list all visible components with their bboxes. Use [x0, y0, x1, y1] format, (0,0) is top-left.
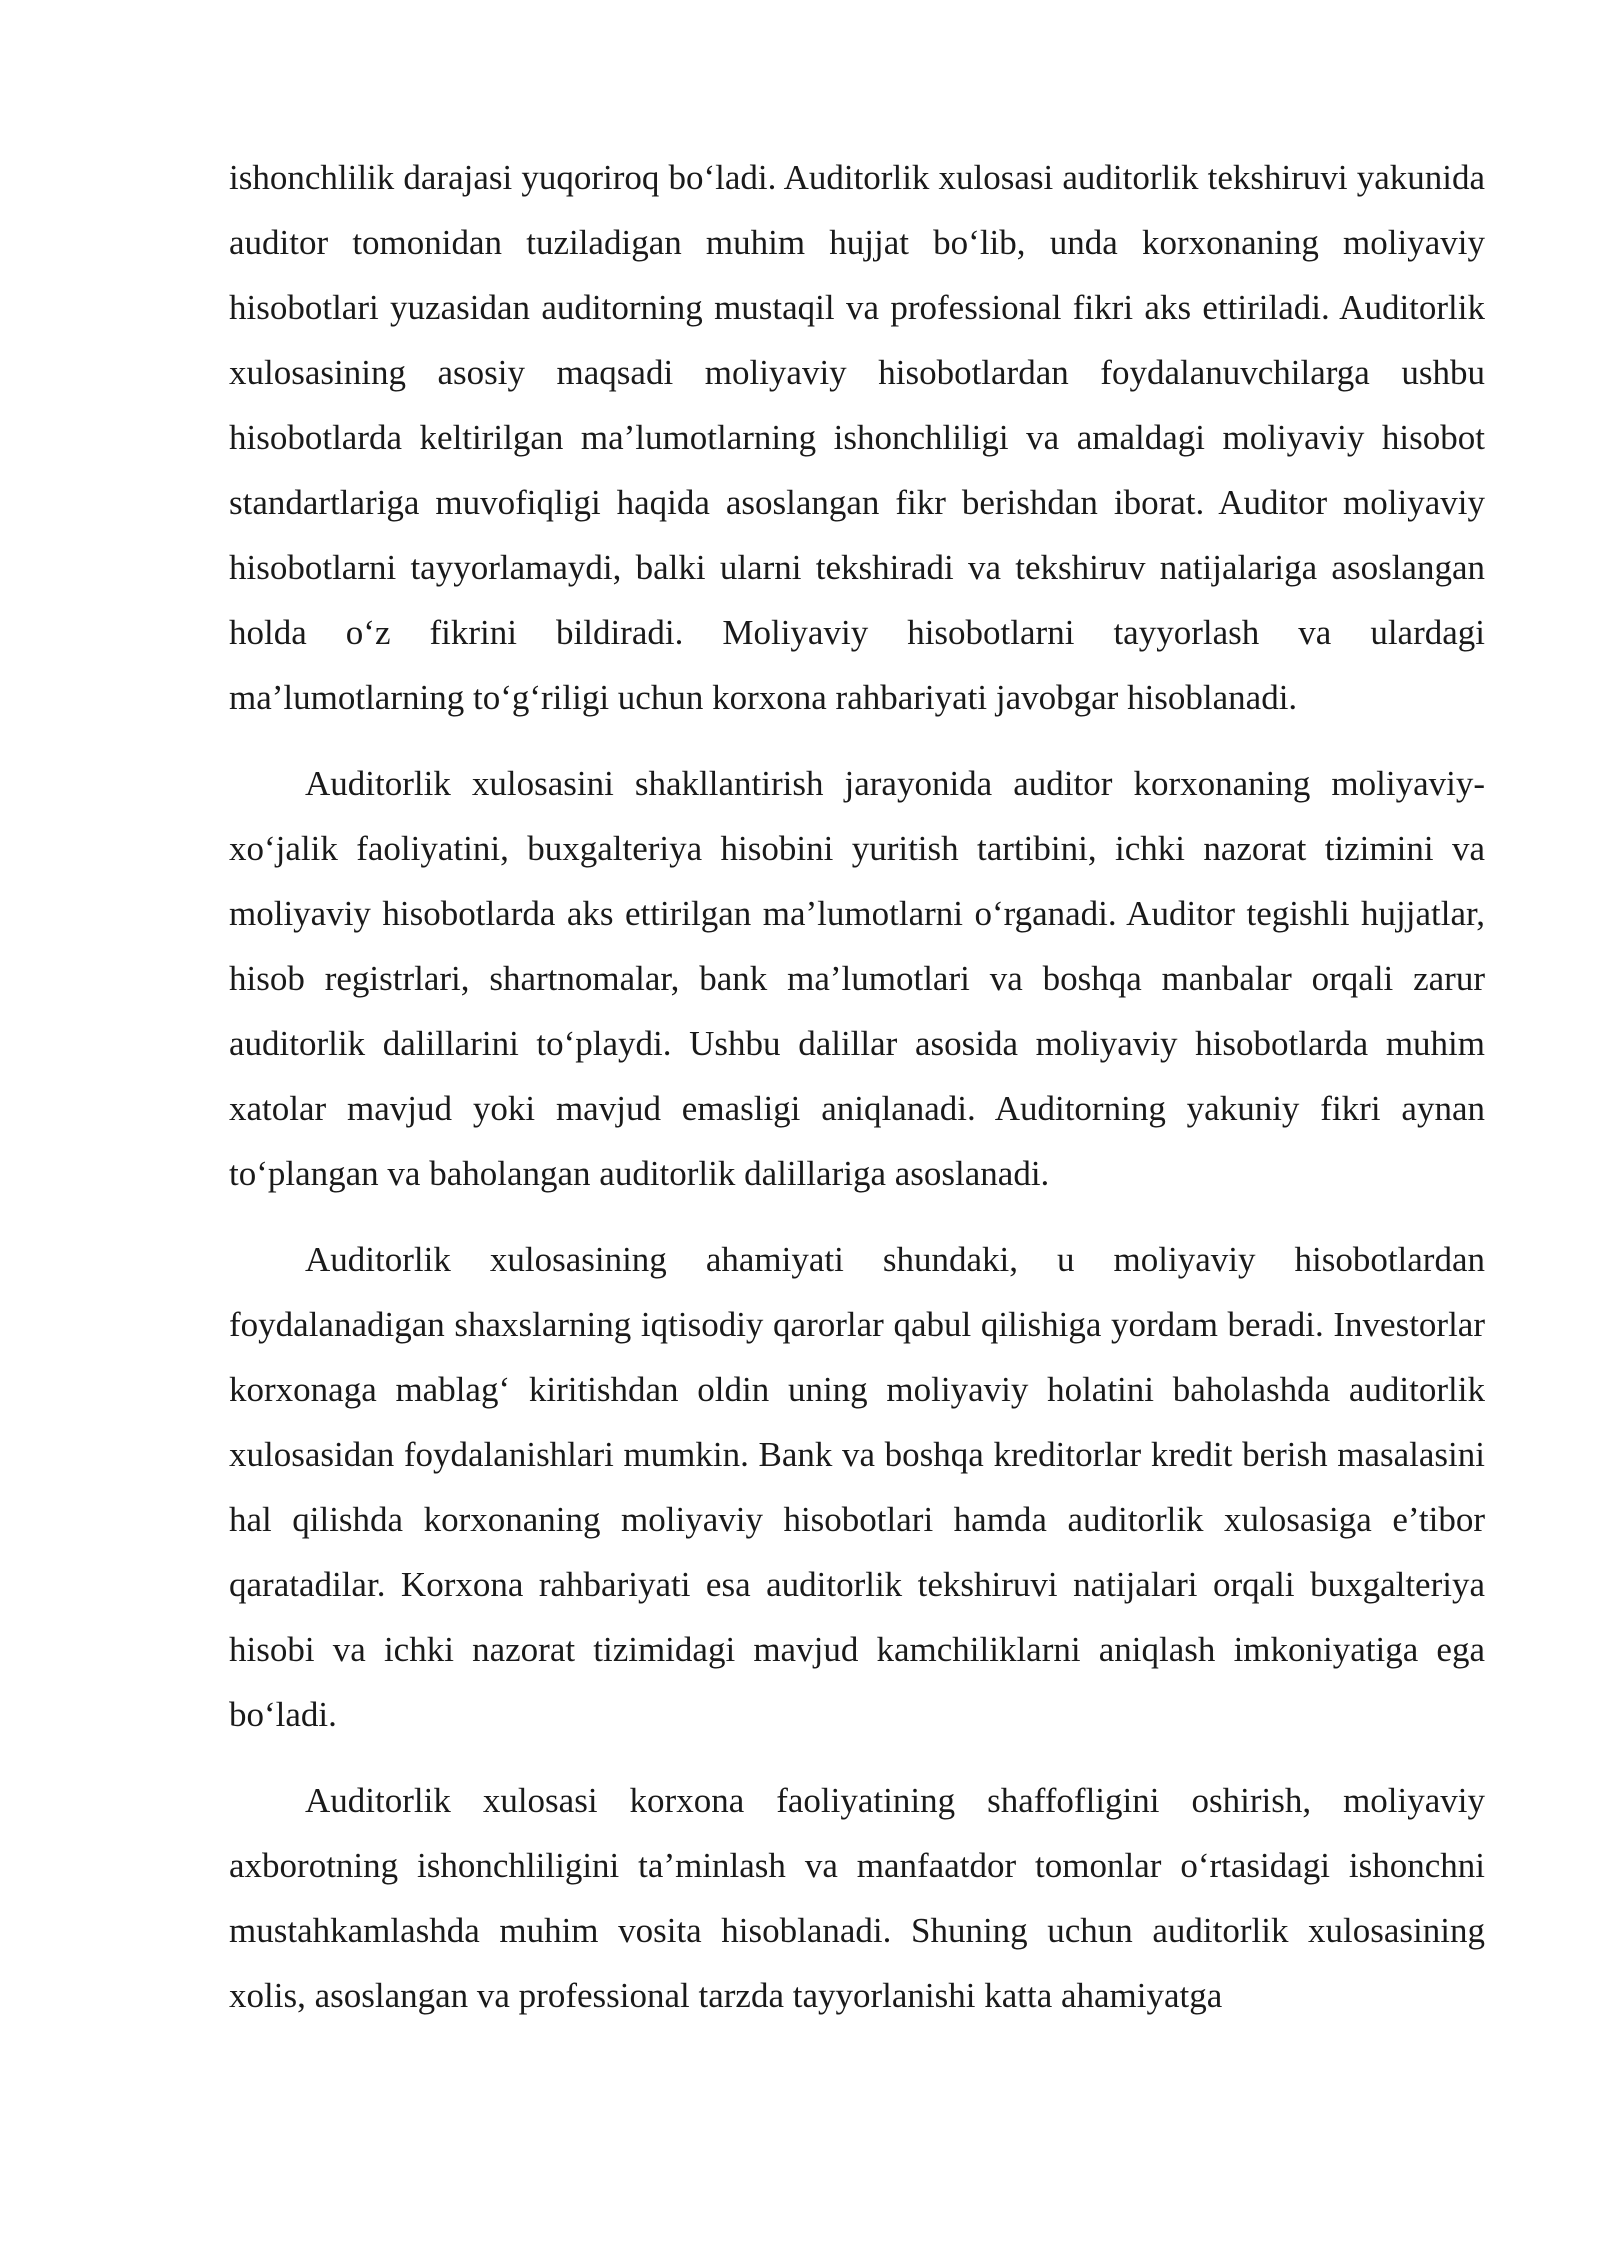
- paragraph-1: ishonchlilik darajasi yuqoriroq bo‘ladi. Auditorlik xulosasi auditorlik tekshiruvi yakunida auditor tomonidan tuziladigan muhim hujjat bo‘lib, unda korxonaning moliyaviy hisobotlari yuzasidan auditorning mustaqil va professional fikri aks ettiriladi. Auditorlik xulosasining asosiy maqsadi moliyaviy hisobotlardan foydalanuvchilarga ushbu hisobotlarda keltirilgan ma’lumotlarning ishonchliligi va amaldagi moliyaviy hisobot standartlariga muvofiqligi haqida asoslangan fikr berishdan iborat. Auditor moliyaviy hisobotlarni tayyorlamaydi, balki ularni tekshiradi va tekshiruv natijalariga asoslangan holda o‘z fikrini bildiradi. Moliyaviy hisobotlarni tayyorlash va ulardagi ma’lumotlarning to‘g‘riligi uchun korxona rahbariyati javobgar hisoblanadi.: [229, 158, 1485, 717]
- paragraph-4: Auditorlik xulosasi korxona faoliyatining shaffofligini oshirish, moliyaviy axborotning ishonchliligini ta’minlash va manfaatdor tomonlar o‘rtasidagi ishonchni mustahkamlashda muhim vosita hisoblanadi. Shuning uchun auditorlik xulosasining xolis, asoslangan va professional tarzda tayyorlanishi katta ahamiyatga: [229, 1781, 1485, 2015]
- document-body: [229, 145, 1485, 2028]
- paragraph-3: Auditorlik xulosasining ahamiyati shundaki, u moliyaviy hisobotlardan foydalanadigan shaxslarning iqtisodiy qarorlar qabul qilishiga yordam beradi. Investorlar korxonaga mablag‘ kiritishdan oldin uning moliyaviy holatini baholashda auditorlik xulosasidan foydalanishlari mumkin. Bank va boshqa kreditorlar kredit berish masalasini hal qilishda korxonaning moliyaviy hisobotlari hamda auditorlik xulosasiga e’tibor qaratadilar. Korxona rahbariyati esa auditorlik tekshiruvi natijalari orqali buxgalteriya hisobi va ichki nazorat tizimidagi mavjud kamchiliklarni aniqlash imkoniyatiga ega bo‘ladi.: [229, 1240, 1485, 1734]
- paragraph-2: Auditorlik xulosasini shakllantirish jarayonida auditor korxonaning moliyaviy-xo‘jalik faoliyatini, buxgalteriya hisobini yuritish tartibini, ichki nazorat tizimini va moliyaviy hisobotlarda aks ettirilgan ma’lumotlarni o‘rganadi. Auditor tegishli hujjatlar, hisob registrlari, shartnomalar, bank ma’lumotlari va boshqa manbalar orqali zarur auditorlik dalillarini to‘playdi. Ushbu dalillar asosida moliyaviy hisobotlarda muhim xatolar mavjud yoki mavjud emasligi aniqlanadi. Auditorning yakuniy fikri aynan to‘plangan va baholangan auditorlik dalillariga asoslanadi.: [229, 764, 1485, 1193]
